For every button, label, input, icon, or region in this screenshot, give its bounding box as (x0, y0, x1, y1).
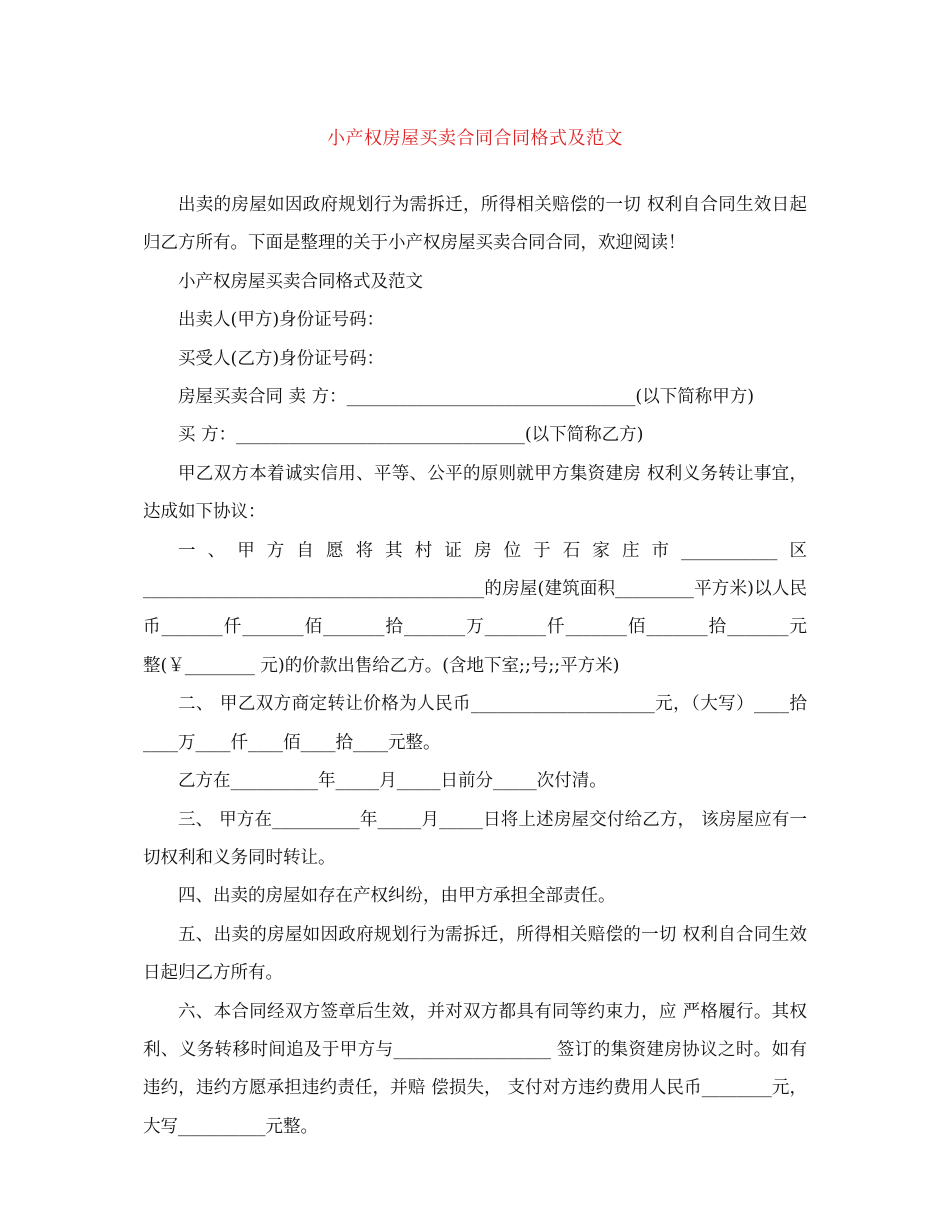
paragraph-buyer-id: 买受人(乙方)身份证号码： (178, 348, 385, 369)
paragraph-seller-id: 出卖人(甲方)身份证号码： (178, 310, 385, 331)
clause-6: 六、本合同经双方签章后生效，并对双方都具有同等约束力，应 严格履行。其权利、义务转移时间追及于甲方与__________________ 签订的集资建房协议之时。如有违约，违约方愿承担违约责任，并赔 偿损失， 支付对方违约费用人民币________元， 大写__________元整。 (143, 1001, 813, 1137)
paragraph-agreement-intro: 甲乙双方本着诚实信用、平等、公平的原则就甲方集资建房 权利义务转让事宜，达成如下协议： (143, 463, 807, 523)
clause-2: 二、 甲乙双方商定转让价格为人民币_____________________元，（大写）____拾____万____仟____佰____拾____元整。 (143, 694, 807, 753)
clause-4: 四、出卖的房屋如存在产权纠纷，由甲方承担全部责任。 (178, 886, 616, 907)
clause-5: 五、出卖的房屋如因政府规划行为需拆迁，所得相关赔偿的一切 权利自合同生效日起归乙方所有。 (143, 924, 807, 984)
clause-3: 三、 甲方在__________年_____月_____日将上述房屋交付给乙方， 该房屋应有一切权利和义务同时转让。 (143, 809, 807, 868)
clause-payment-schedule: 乙方在__________年_____月_____日前分_____次付清。 (178, 771, 607, 792)
paragraph-intro: 出卖的房屋如因政府规划行为需拆迁，所得相关赔偿的一切 权利自合同生效日起归乙方所有。下面是整理的关于小产权房屋买卖合同合同，欢迎阅读！ (143, 195, 807, 254)
paragraph-buyer-line: 买 方：_________________________________(以下简称乙方) (178, 425, 644, 446)
document-title: 小产权房屋买卖合同合同格式及范文 (327, 128, 623, 149)
paragraph-subtitle: 小产权房屋买卖合同格式及范文 (178, 271, 423, 292)
clause-1: 一、甲方自愿将其村证房位于石家庄市___________区 _______________________________________的房屋(建筑面积_________平方米)以人民币_______仟_______佰_______拾_______万_______仟_______佰_______拾_______元整(￥________ 元)的价款出售给乙方。(含地下室;;号;;平方米) (143, 540, 813, 676)
paragraph-seller-line: 房屋买卖合同 卖 方：_________________________________(以下简称甲方) (178, 387, 755, 408)
document-body (143, 186, 813, 1146)
